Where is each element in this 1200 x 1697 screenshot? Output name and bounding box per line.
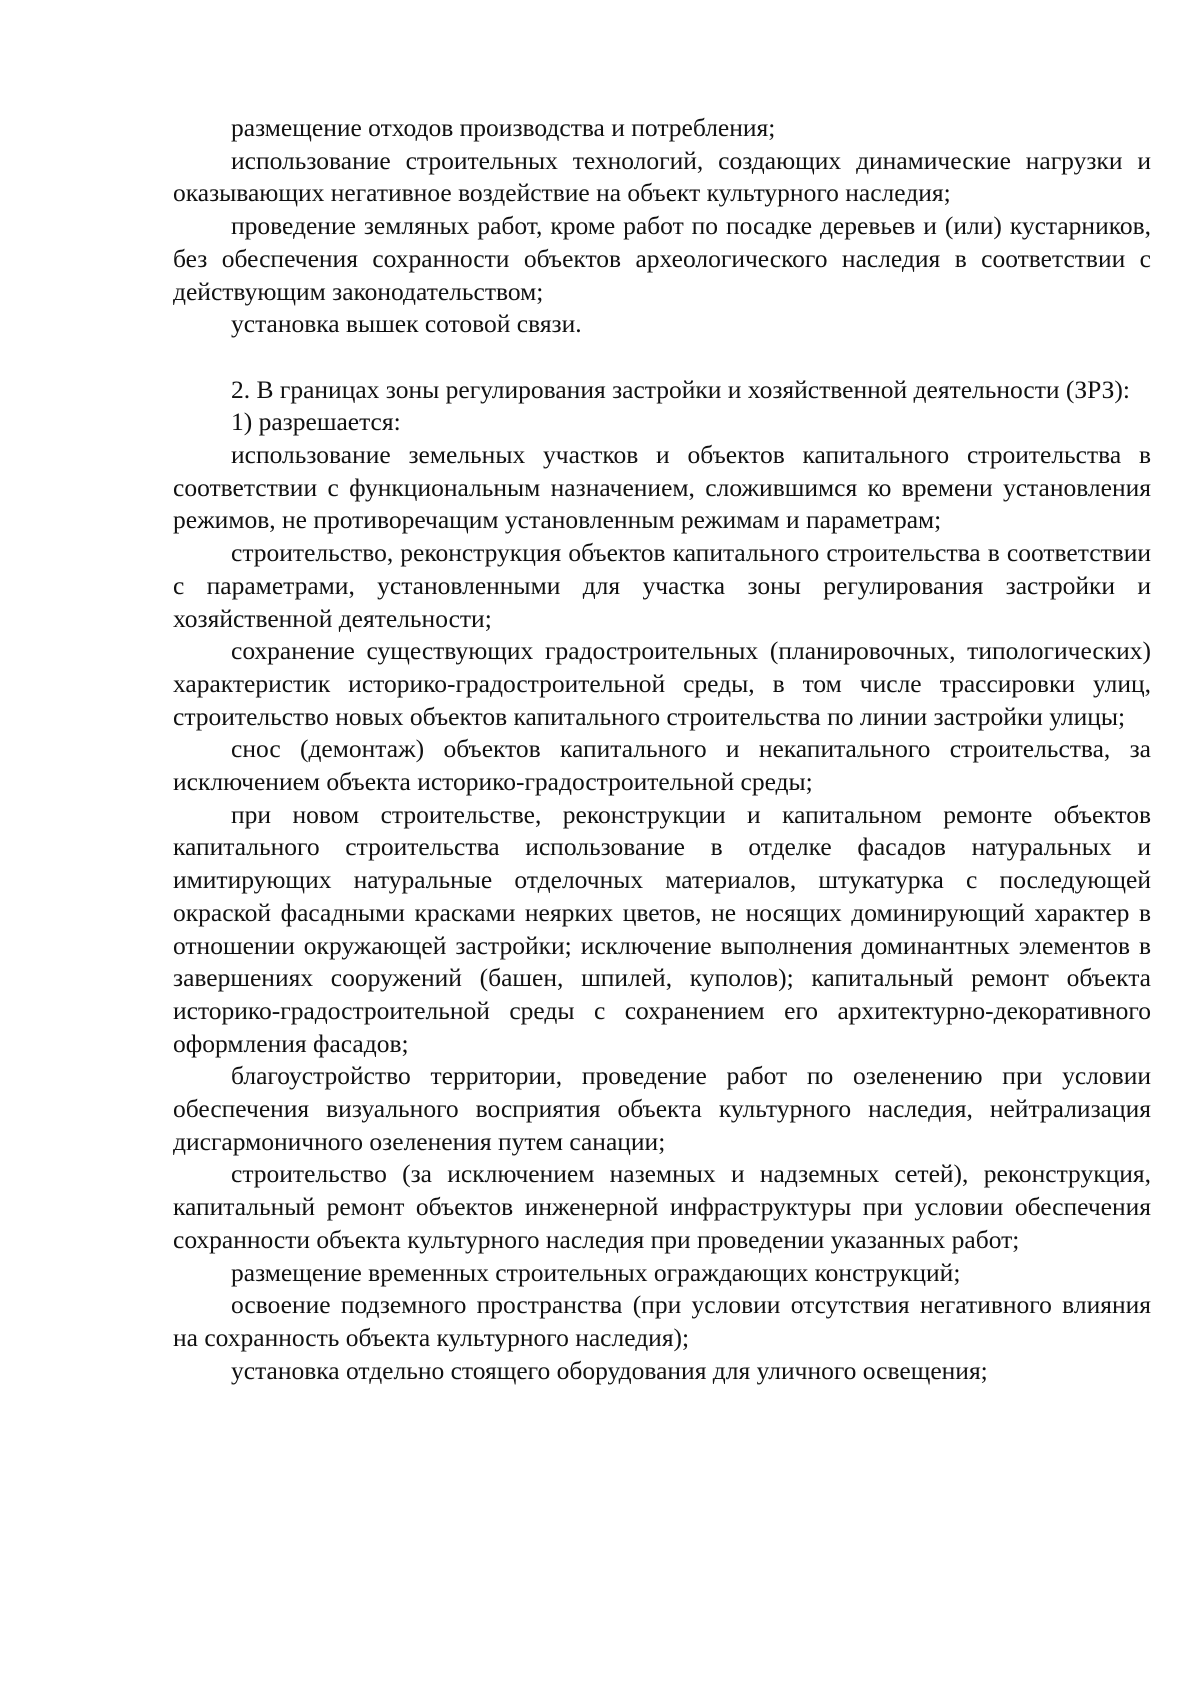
subsection-heading: 1) разрешается: bbox=[231, 407, 401, 437]
paragraph: строительство, реконструкция объектов капитального строительства в соответствии с параметрами, установленными для участка зоны регулирования застройки и хозяйственной деятельности; bbox=[173, 538, 1151, 633]
paragraph: проведение земляных работ, кроме работ по посадке деревьев и (или) кустарников, без обеспечения сохранности объектов археологического наследия в соответствии с действующим законодательством; bbox=[173, 211, 1151, 306]
paragraph: установка вышек сотовой связи. bbox=[231, 309, 582, 339]
paragraph: размещение временных строительных ограждающих конструкций; bbox=[231, 1257, 961, 1287]
document-page bbox=[173, 112, 1151, 1387]
paragraph: размещение отходов производства и потребления; bbox=[231, 113, 776, 142]
section-heading: 2. В границах зоны регулирования застройки и хозяйственной деятельности (ЗРЗ): bbox=[231, 374, 1130, 404]
paragraph: сохранение существующих градостроительных (планировочных, типологических) характеристик историко-градостроительной среды, в том числе трассировки улиц, строительство новых объектов капитального строительства по линии застройки улицы; bbox=[173, 636, 1151, 731]
paragraph: снос (демонтаж) объектов капитального и некапитального строительства, за исключением объекта историко-градостроительной среды; bbox=[173, 734, 1151, 797]
paragraph: благоустройство территории, проведение работ по озеленению при условии обеспечения визуального восприятия объекта культурного наследия, нейтрализация дисгармоничного озеленения путем санации; bbox=[173, 1061, 1151, 1156]
paragraph: установка отдельно стоящего оборудования для уличного освещения; bbox=[231, 1355, 988, 1385]
paragraph: использование земельных участков и объектов капитального строительства в соответствии с функциональным назначением, сложившимся ко времени установления режимов, не противоречащим установленным режимам и параметрам; bbox=[173, 440, 1151, 535]
paragraph: при новом строительстве, реконструкции и капитальном ремонте объектов капитального строительства использование в отделке фасадов натуральных и имитирующих натуральные отделочных материалов, штукатурка с последующей окраской фасадными красками неярких цветов, не носящих доминирующий характер в отношении окружающей застройки; исключение выполнения доминантных элементов в завершениях сооружений (башен, шпилей, куполов); капитальный ремонт объекта историко-градостроительной среды с сохранением его архитектурно-декоративного оформления фасадов; bbox=[173, 799, 1151, 1058]
paragraph: строительство (за исключением наземных и надземных сетей), реконструкция, капитальный ремонт объектов инженерной инфраструктуры при условии обеспечения сохранности объекта культурного наследия при проведении указанных работ; bbox=[173, 1159, 1151, 1254]
paragraph: использование строительных технологий, создающих динамические нагрузки и оказывающих негативное воздействие на объект культурного наследия; bbox=[173, 145, 1151, 208]
paragraph: освоение подземного пространства (при условии отсутствия негативного влияния на сохранность объекта культурного наследия); bbox=[173, 1290, 1151, 1352]
paragraph-gap bbox=[173, 341, 1151, 374]
